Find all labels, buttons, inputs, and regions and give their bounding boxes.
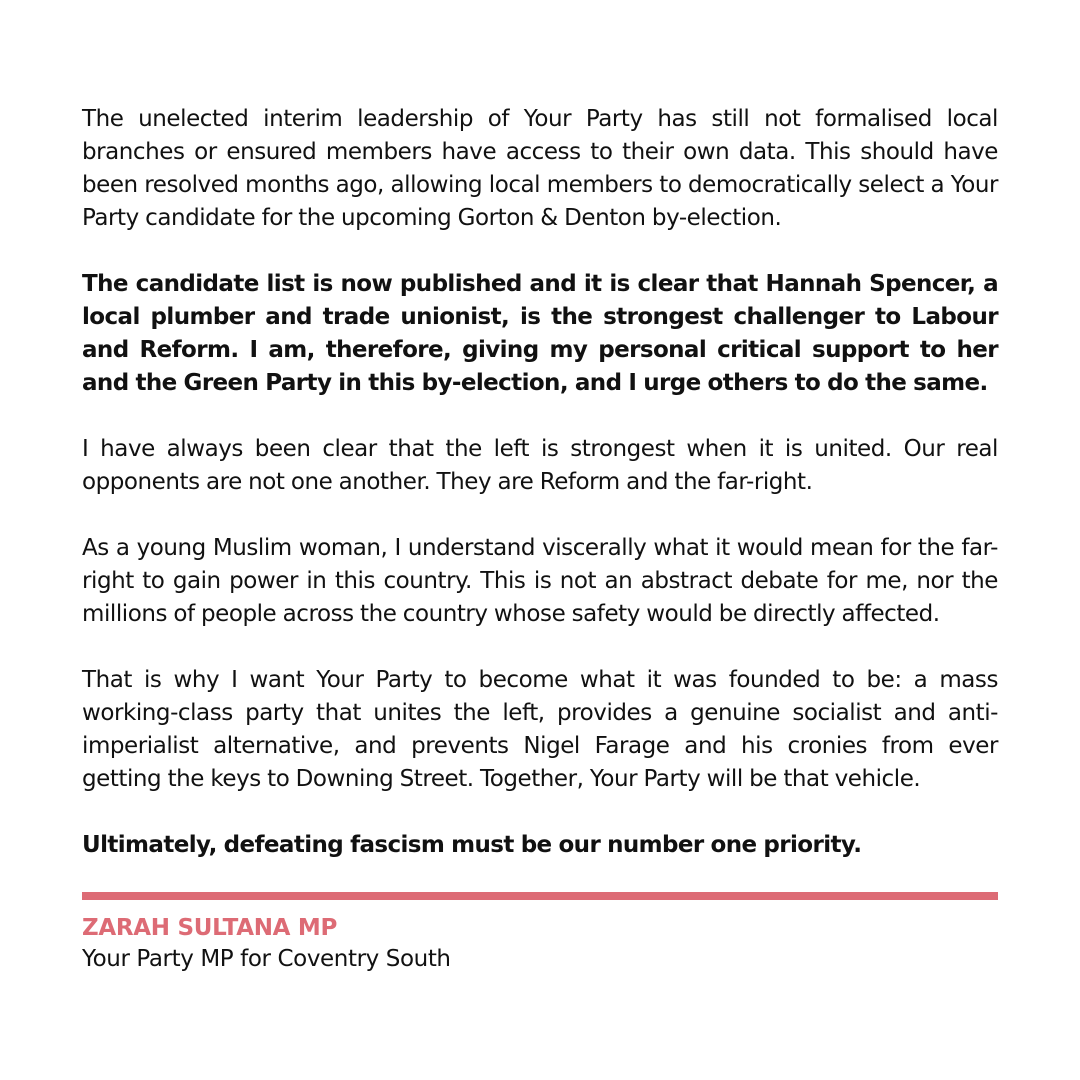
signature-name: ZARAH SULTANA MP xyxy=(82,915,338,941)
signature-role: Your Party MP for Coventry South xyxy=(82,946,451,972)
paragraph-1: The unelected interim leadership of Your Party has still not formalised local branches or ensured members have access to their own data. This should have been resolved months ago, allowing local members to democratically select a Your Party candidate for the upcoming Gorton & Denton by-election. xyxy=(82,106,998,231)
paragraph-5: That is why I want Your Party to become what it was founded to be: a mass working-class party that unites the left, provides a genuine socialist and anti-imperialist alternative, and prevents Nigel Farage and his cronies from ever getting the keys to Downing Street. Together, Your Party will be that vehicle. xyxy=(82,667,998,792)
paragraph-2-bold: The candidate list is now published and it is clear that Hannah Spencer, a local plumber and trade unionist, is the strongest challenger to Labour and Reform. I am, therefore, giving my personal critical support to her and the Green Party in this by-election, and I urge others to do the same. xyxy=(82,271,998,396)
paragraph-3: I have always been clear that the left is strongest when it is united. Our real opponents are not one another. They are Reform and the far-right. xyxy=(82,436,998,495)
paragraph-4: As a young Muslim woman, I understand viscerally what it would mean for the far-right to gain power in this country. This is not an abstract debate for me, nor the millions of people across the country whose safety would be directly affected. xyxy=(82,535,998,627)
paragraph-6-bold: Ultimately, defeating fascism must be our number one priority. xyxy=(82,832,862,858)
statement-body xyxy=(82,103,998,862)
divider-rule xyxy=(82,892,998,900)
